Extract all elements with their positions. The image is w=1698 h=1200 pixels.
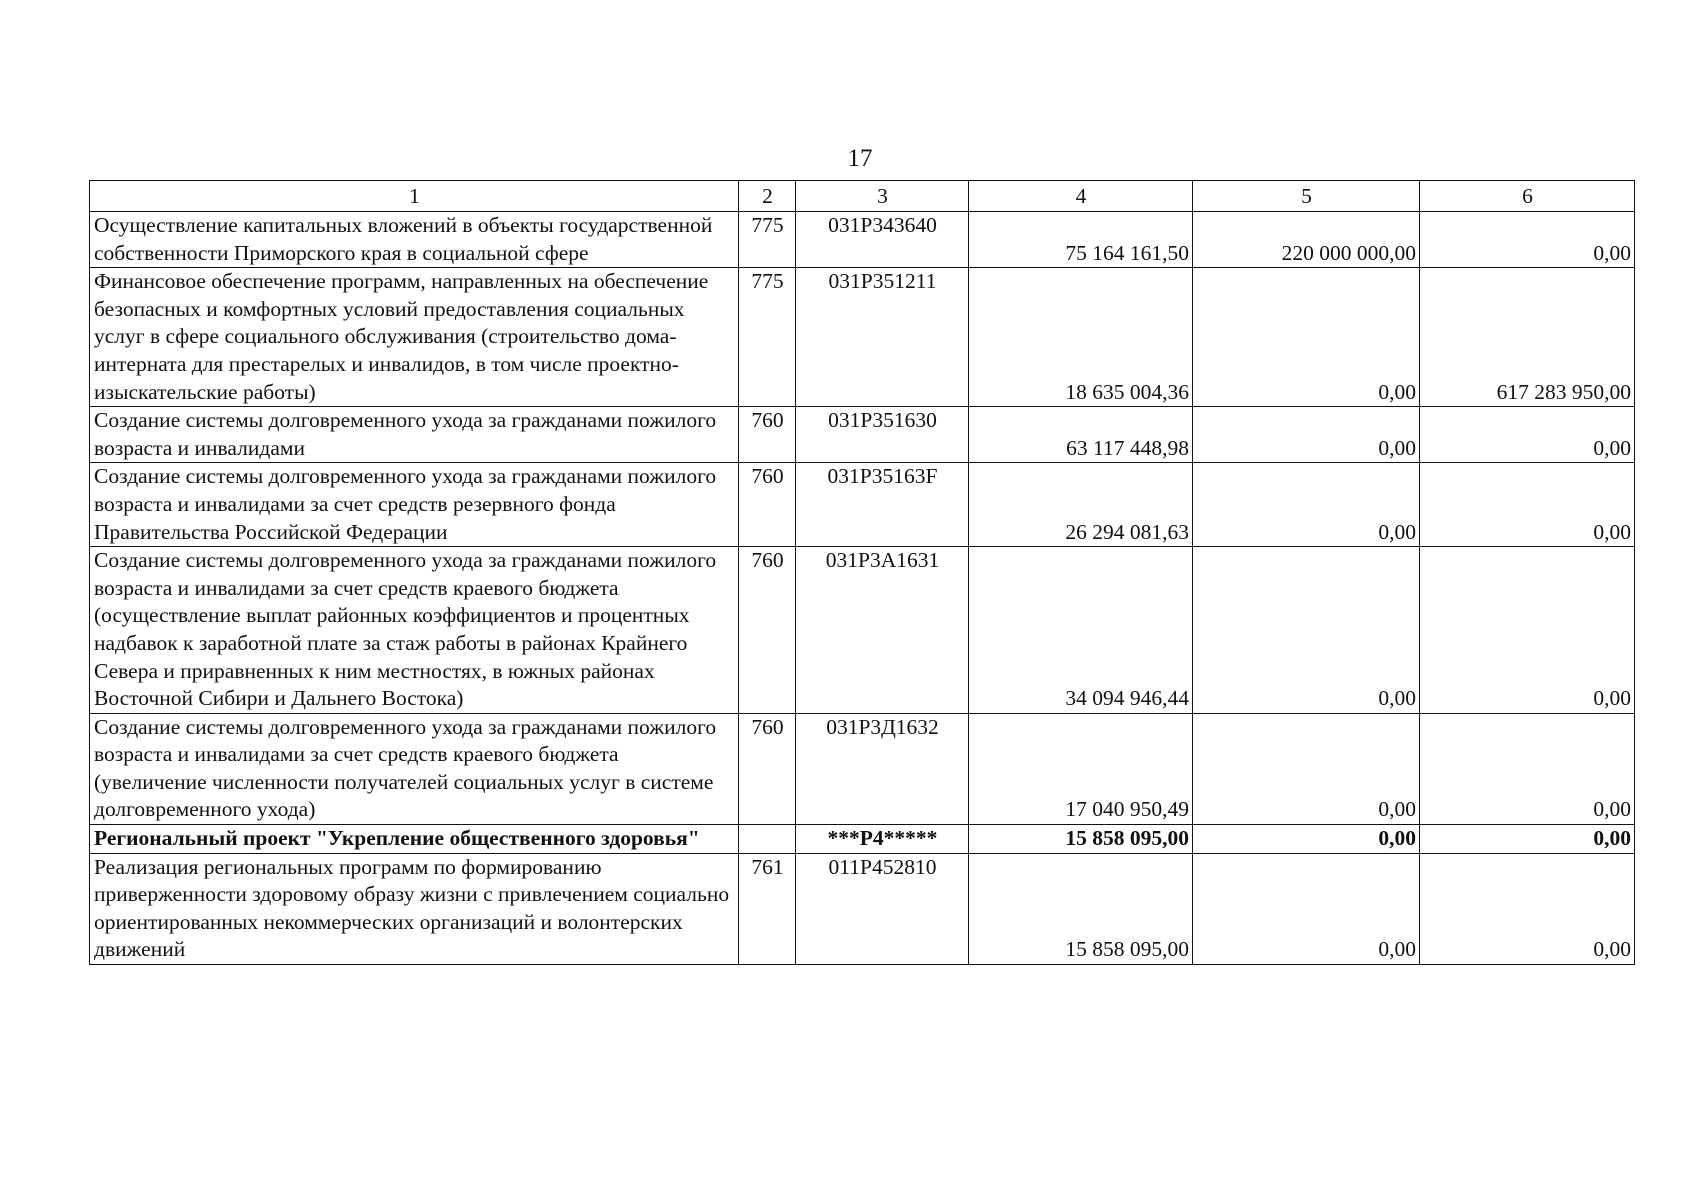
row-code-cell: 031P351211 — [796, 268, 969, 407]
row-col4-value: 17 040 950,49 — [969, 713, 1193, 824]
row-chapter-cell: 760 — [739, 463, 796, 547]
row-code-cell: 031P3A1631 — [796, 547, 969, 714]
row-name-cell: Реализация региональных программ по формированию приверженности здоровому образу жизни с привлечением социально ориентированных некоммерческих организаций и волонтерских движений — [90, 853, 739, 964]
header-cell-2: 2 — [739, 181, 796, 212]
row-name-cell: Создание системы долговременного ухода за гражданами пожилого возраста и инвалидами за счет средств краевого бюджета (увеличение численности получателей социальных услуг в системе долговременного ухода) — [90, 713, 739, 824]
table-row — [90, 212, 1635, 268]
row-col4-value: 34 094 946,44 — [969, 547, 1193, 714]
row-col6-value: 0,00 — [1420, 463, 1635, 547]
row-code-cell: 031P343640 — [796, 212, 969, 268]
row-col4-value: 18 635 004,36 — [969, 268, 1193, 407]
row-code-cell: 031P3Д1632 — [796, 713, 969, 824]
row-col4-value: 15 858 095,00 — [969, 853, 1193, 964]
row-col6-value: 0,00 — [1420, 212, 1635, 268]
row-col5-value: 220 000 000,00 — [1193, 212, 1420, 268]
row-col6-value: 0,00 — [1420, 825, 1635, 854]
table-row — [90, 853, 1635, 964]
row-col4-value: 75 164 161,50 — [969, 212, 1193, 268]
row-name-cell: Создание системы долговременного ухода за гражданами пожилого возраста и инвалидами за счет средств резервного фонда Правительства Российской Федерации — [90, 463, 739, 547]
row-name-cell: Создание системы долговременного ухода за гражданами пожилого возраста и инвалидами — [90, 407, 739, 463]
row-col5-value: 0,00 — [1193, 547, 1420, 714]
table-row — [90, 407, 1635, 463]
table-row — [90, 268, 1635, 407]
row-col5-value: 0,00 — [1193, 853, 1420, 964]
row-code-cell: ***P4***** — [796, 825, 969, 854]
row-chapter-cell: 760 — [739, 547, 796, 714]
table-row — [90, 825, 1635, 854]
header-row — [90, 181, 1635, 212]
header-cell-6: 6 — [1420, 181, 1635, 212]
row-col6-value: 617 283 950,00 — [1420, 268, 1635, 407]
row-col6-value: 0,00 — [1420, 547, 1635, 714]
table-row — [90, 547, 1635, 714]
row-name-cell: Осуществление капитальных вложений в объекты государственной собственности Приморского края в социальной сфере — [90, 212, 739, 268]
table-row — [90, 463, 1635, 547]
row-col5-value: 0,00 — [1193, 463, 1420, 547]
table-row — [90, 713, 1635, 824]
row-name-cell: Региональный проект "Укрепление общественного здоровья" — [90, 825, 739, 854]
row-chapter-cell: 761 — [739, 853, 796, 964]
budget-table — [89, 180, 1635, 965]
row-code-cell: 011P452810 — [796, 853, 969, 964]
row-chapter-cell: 775 — [739, 268, 796, 407]
row-name-cell: Создание системы долговременного ухода за гражданами пожилого возраста и инвалидами за счет средств краевого бюджета (осуществление выплат районных коэффициентов и процентных надбавок к заработной плате за стаж работы в районах Крайнего Севера и приравненных к ним местностях, в южных районах Восточной Сибири и Дальнего Востока) — [90, 547, 739, 714]
page-number: 17 — [847, 145, 873, 172]
row-col6-value: 0,00 — [1420, 407, 1635, 463]
row-col5-value: 0,00 — [1193, 268, 1420, 407]
row-code-cell: 031P351630 — [796, 407, 969, 463]
row-col4-value: 63 117 448,98 — [969, 407, 1193, 463]
row-chapter-cell: 760 — [739, 713, 796, 824]
row-col6-value: 0,00 — [1420, 713, 1635, 824]
row-col5-value: 0,00 — [1193, 407, 1420, 463]
row-chapter-cell: 775 — [739, 212, 796, 268]
row-name-cell: Финансовое обеспечение программ, направленных на обеспечение безопасных и комфортных условий предоставления социальных услуг в сфере социального обслуживания (строительство дома-интерната для престарелых и инвалидов, в том числе проектно-изыскательские работы) — [90, 268, 739, 407]
row-chapter-cell — [739, 825, 796, 854]
header-cell-4: 4 — [969, 181, 1193, 212]
header-cell-1: 1 — [90, 181, 739, 212]
row-chapter-cell: 760 — [739, 407, 796, 463]
row-col4-value: 15 858 095,00 — [969, 825, 1193, 854]
row-col6-value: 0,00 — [1420, 853, 1635, 964]
row-col5-value: 0,00 — [1193, 825, 1420, 854]
header-cell-3: 3 — [796, 181, 969, 212]
row-col4-value: 26 294 081,63 — [969, 463, 1193, 547]
table-body — [90, 181, 1635, 965]
row-col5-value: 0,00 — [1193, 713, 1420, 824]
header-cell-5: 5 — [1193, 181, 1420, 212]
row-code-cell: 031P35163F — [796, 463, 969, 547]
